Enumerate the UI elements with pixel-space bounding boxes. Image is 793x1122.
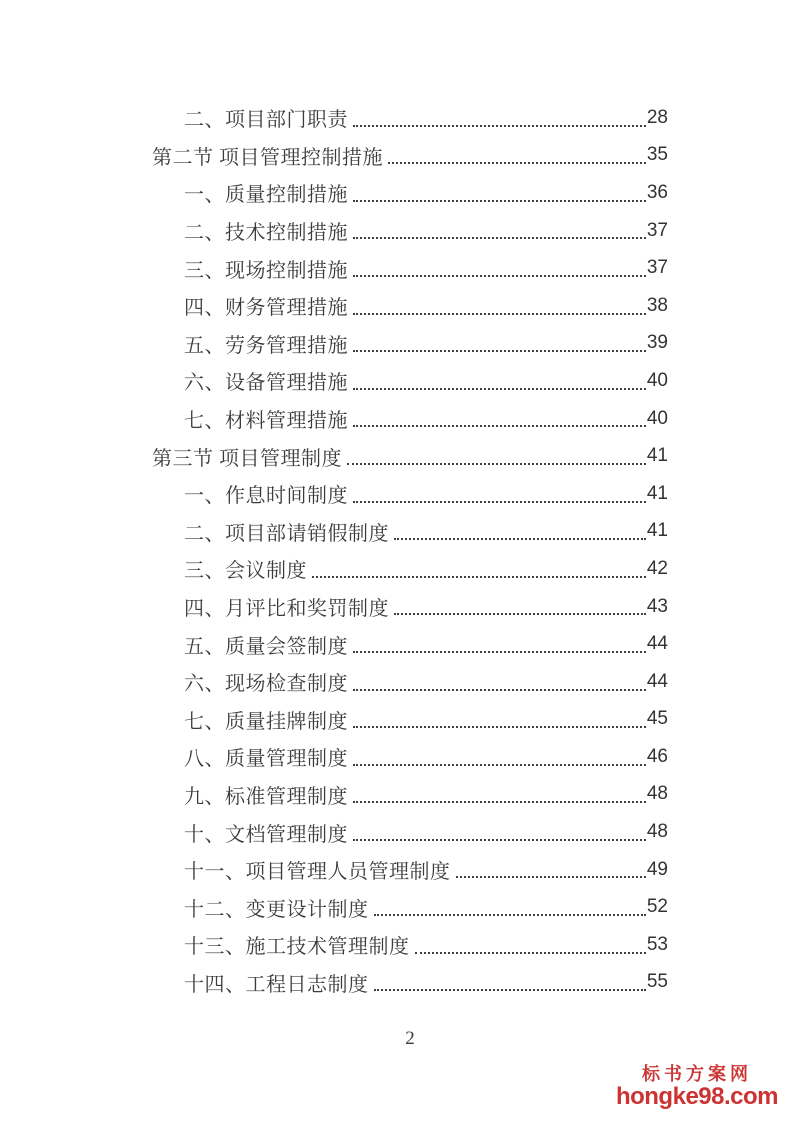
toc-dot-leader <box>348 625 647 663</box>
toc-entry-page-number: 28 <box>646 106 668 128</box>
toc-entry-title: 六、设备管理措施 <box>184 372 348 395</box>
toc-entry <box>152 437 668 475</box>
toc-entry <box>152 550 668 588</box>
toc-entry-page-number: 52 <box>646 896 668 918</box>
toc-dot-leader <box>348 813 647 851</box>
toc-entry <box>152 738 668 776</box>
toc-dot-leader <box>348 400 647 438</box>
toc-dot-leader <box>348 663 647 701</box>
toc-entry <box>152 663 668 701</box>
toc-entry <box>152 625 668 663</box>
toc-entry-title: 一、作息时间制度 <box>184 485 348 508</box>
toc-entry-page-number: 41 <box>646 445 668 467</box>
toc-entry-title: 七、材料管理措施 <box>184 410 348 433</box>
toc-entry <box>152 137 668 175</box>
toc-entry-title: 七、质量挂牌制度 <box>184 710 348 733</box>
toc-entry-page-number: 40 <box>646 369 668 391</box>
toc-entry-page-number: 45 <box>646 708 668 730</box>
toc-entry <box>152 400 668 438</box>
toc-dot-leader <box>348 325 647 363</box>
toc-entry <box>152 174 668 212</box>
toc-entry <box>152 475 668 513</box>
toc-entry <box>152 513 668 551</box>
toc-entry-title: 十一、项目管理人员管理制度 <box>184 861 451 884</box>
toc-entry <box>152 287 668 325</box>
toc-entry <box>152 813 668 851</box>
toc-entry-page-number: 55 <box>646 971 668 993</box>
toc-entry-page-number: 43 <box>646 595 668 617</box>
toc-entry-page-number: 42 <box>646 557 668 579</box>
toc-entry-page-number: 39 <box>646 332 668 354</box>
page-number: 2 <box>405 1028 415 1049</box>
toc-entry-title: 三、现场控制措施 <box>184 259 348 282</box>
toc-entry-page-number: 48 <box>646 783 668 805</box>
toc-entry-page-number: 40 <box>646 407 668 429</box>
toc-entry-page-number: 44 <box>646 670 668 692</box>
toc-entry-title: 二、项目部门职责 <box>184 109 348 132</box>
toc-entry <box>152 851 668 889</box>
watermark-site-name: 标书方案网 <box>641 1063 752 1084</box>
toc-dot-leader <box>383 137 647 175</box>
toc-dot-leader <box>342 437 647 475</box>
toc-entry-page-number: 46 <box>646 745 668 767</box>
toc-entry-page-number: 35 <box>646 144 668 166</box>
toc-dot-leader <box>348 701 647 739</box>
toc-dot-leader <box>389 588 647 626</box>
toc-entry-title: 十四、工程日志制度 <box>184 973 369 996</box>
toc-dot-leader <box>369 888 647 926</box>
toc-entry-page-number: 49 <box>646 858 668 880</box>
toc-entry-page-number: 38 <box>646 294 668 316</box>
toc-dot-leader <box>348 362 647 400</box>
watermark <box>616 1065 778 1109</box>
toc-entry-page-number: 37 <box>646 219 668 241</box>
toc-dot-leader <box>369 964 647 1002</box>
toc-dot-leader <box>348 212 647 250</box>
toc-dot-leader <box>348 249 647 287</box>
toc-entry <box>152 212 668 250</box>
toc-dot-leader <box>307 550 647 588</box>
toc-entry <box>152 588 668 626</box>
toc-entry-title: 二、技术控制措施 <box>184 222 348 245</box>
toc-dot-leader <box>451 851 647 889</box>
toc-dot-leader <box>348 287 647 325</box>
toc-dot-leader <box>348 738 647 776</box>
toc-entry-title: 二、项目部请销假制度 <box>184 522 389 545</box>
toc-dot-leader <box>348 776 647 814</box>
toc-entry-title: 十三、施工技术管理制度 <box>184 936 410 959</box>
toc-entry-title: 九、标准管理制度 <box>184 785 348 808</box>
toc-dot-leader <box>348 174 647 212</box>
watermark-site-url: hongke98.com <box>615 1082 778 1110</box>
toc-entry-title: 第三节 项目管理制度 <box>152 447 342 470</box>
toc-list <box>152 99 668 1001</box>
toc-entry <box>152 99 668 137</box>
toc-entry-title: 十二、变更设计制度 <box>184 898 369 921</box>
toc-entry <box>152 362 668 400</box>
toc-entry-page-number: 44 <box>646 633 668 655</box>
toc-dot-leader <box>389 513 647 551</box>
toc-entry <box>152 964 668 1002</box>
toc-entry-title: 五、质量会签制度 <box>184 635 348 658</box>
toc-entry <box>152 926 668 964</box>
toc-entry-page-number: 48 <box>646 821 668 843</box>
toc-dot-leader <box>410 926 647 964</box>
toc-entry-title: 三、会议制度 <box>184 560 307 583</box>
toc-entry-page-number: 36 <box>646 181 668 203</box>
toc-entry-title: 十、文档管理制度 <box>184 823 348 846</box>
toc-entry <box>152 888 668 926</box>
toc-entry-title: 四、月评比和奖罚制度 <box>184 598 389 621</box>
toc-dot-leader <box>348 99 647 137</box>
toc-entry-page-number: 41 <box>646 520 668 542</box>
toc-dot-leader <box>348 475 647 513</box>
toc-entry-page-number: 37 <box>646 257 668 279</box>
toc-entry <box>152 776 668 814</box>
toc-entry-page-number: 41 <box>646 482 668 504</box>
toc-entry-title: 四、财务管理措施 <box>184 297 348 320</box>
toc-entry-title: 五、劳务管理措施 <box>184 334 348 357</box>
toc-entry-title: 六、现场检查制度 <box>184 673 348 696</box>
toc-entry <box>152 325 668 363</box>
toc-entry <box>152 701 668 739</box>
toc-entry <box>152 249 668 287</box>
toc-entry-title: 第二节 项目管理控制措施 <box>152 146 383 169</box>
toc-entry-title: 八、质量管理制度 <box>184 748 348 771</box>
toc-entry-page-number: 53 <box>646 933 668 955</box>
toc-entry-title: 一、质量控制措施 <box>184 184 348 207</box>
